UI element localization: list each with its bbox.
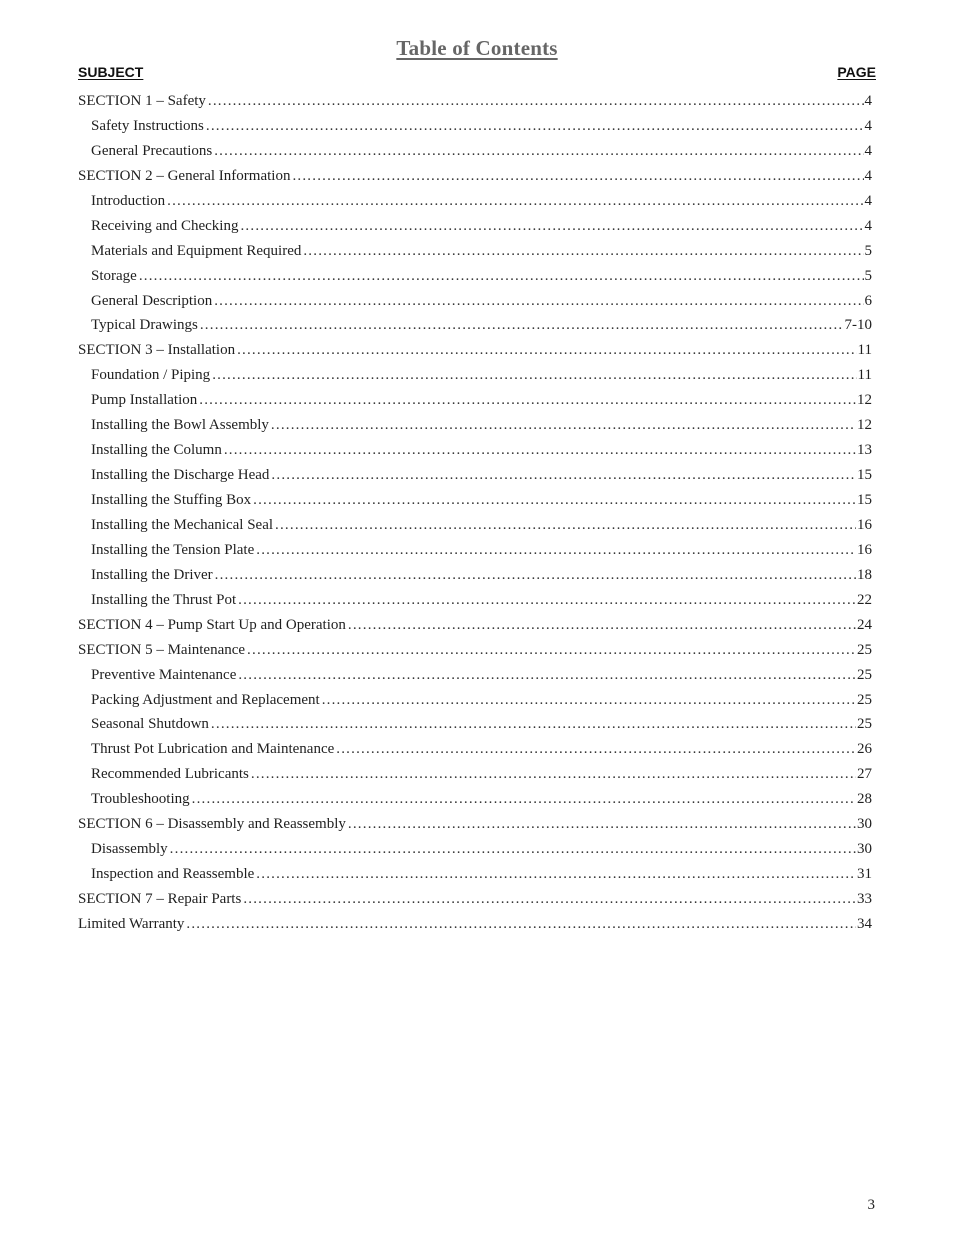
toc-entry-label: Installing the Thrust Pot [91, 591, 237, 608]
toc-entry-page: 12 [857, 392, 872, 409]
toc-entry[interactable] [78, 239, 872, 264]
toc-entry-label: Materials and Equipment Required [91, 242, 302, 259]
toc-entry-page: 4 [864, 142, 872, 159]
toc-entry-page: 30 [857, 816, 872, 833]
toc-entry-label: Installing the Mechanical Seal [91, 516, 274, 533]
toc-entry-label: General Description [91, 292, 213, 309]
toc-entry-label: SECTION 2 – General Information [78, 167, 291, 184]
page-number: 3 [867, 1197, 875, 1213]
toc-entry[interactable] [78, 139, 872, 164]
dot-leader [348, 812, 856, 837]
toc-entry-label: Pump Installation [91, 392, 198, 409]
dot-leader [214, 289, 863, 314]
dot-leader [211, 712, 856, 737]
toc-entry[interactable] [78, 164, 872, 189]
toc-entry[interactable] [78, 538, 872, 563]
toc-entry[interactable] [78, 688, 872, 713]
toc-entry[interactable] [78, 812, 872, 837]
toc-entry-page: 28 [857, 791, 872, 808]
toc-entry-page: 5 [864, 242, 872, 259]
toc-entry[interactable] [78, 189, 872, 214]
dot-leader [271, 413, 856, 438]
toc-entry[interactable] [78, 114, 872, 139]
dot-leader [275, 513, 856, 538]
dot-leader [214, 139, 863, 164]
toc-entry[interactable] [78, 588, 872, 613]
page-column-header: PAGE [837, 64, 876, 80]
toc-entry-page: 7-10 [844, 317, 872, 334]
toc-entry-label: SECTION 4 – Pump Start Up and Operation [78, 616, 346, 633]
toc-entry[interactable] [78, 862, 872, 887]
toc-entry[interactable] [78, 712, 872, 737]
dot-leader [200, 313, 844, 338]
toc-entry[interactable] [78, 613, 872, 638]
toc-entry-page: 4 [864, 192, 872, 209]
dot-leader [251, 762, 856, 787]
toc-entry[interactable] [78, 638, 872, 663]
toc-entry[interactable] [78, 388, 872, 413]
toc-entry-label: SECTION 7 – Repair Parts [78, 891, 242, 907]
toc-entry[interactable] [78, 737, 872, 762]
toc-entry-page: 24 [857, 616, 872, 633]
toc-entry-label: Introduction [91, 192, 166, 209]
dot-leader [256, 538, 856, 563]
toc-entry[interactable] [78, 488, 872, 513]
toc-entry-label: Typical Drawings [91, 317, 198, 334]
toc-entry-page: 5 [864, 267, 872, 284]
toc-entry[interactable] [78, 438, 872, 463]
toc-entry-label: Safety Instructions [91, 117, 204, 134]
dot-leader [199, 388, 856, 413]
toc-entry-page: 12 [857, 417, 872, 434]
toc-entry[interactable] [78, 762, 872, 787]
table-of-contents [78, 89, 872, 937]
subject-column-header: SUBJECT [78, 64, 144, 80]
dot-leader [212, 363, 856, 388]
toc-entry-page: 11 [857, 342, 872, 359]
toc-entry-label: Storage [91, 267, 137, 284]
dot-leader [336, 737, 856, 762]
toc-entry-page: 4 [864, 217, 872, 234]
toc-entry-label: Disassembly [91, 841, 168, 858]
toc-entry-label: SECTION 3 – Installation [78, 342, 236, 359]
toc-entry-label: Recommended Lubricants [91, 766, 249, 783]
toc-entry-page: 33 [857, 891, 872, 907]
toc-entry-label: Installing the Column [91, 442, 222, 459]
toc-entry-page: 4 [864, 167, 872, 184]
toc-entry[interactable] [78, 413, 872, 438]
dot-leader [253, 488, 856, 513]
dot-leader [292, 164, 863, 189]
toc-entry-label: Installing the Discharge Head [91, 467, 270, 484]
toc-entry[interactable] [78, 338, 872, 363]
dot-leader [186, 912, 856, 937]
toc-entry-label: Installing the Stuffing Box [91, 492, 252, 508]
toc-entry[interactable] [78, 787, 872, 812]
dot-leader [247, 638, 856, 663]
toc-entry-page: 15 [857, 492, 872, 508]
toc-entry-label: Preventive Maintenance [91, 666, 237, 683]
toc-entry[interactable] [78, 513, 872, 538]
toc-entry-page: 30 [857, 841, 872, 858]
toc-entry[interactable] [78, 363, 872, 388]
dot-leader [322, 688, 856, 713]
toc-entry-page: 26 [857, 741, 872, 758]
dot-leader [238, 588, 856, 613]
page-title: Table of Contents [396, 36, 558, 60]
toc-entry-label: SECTION 6 – Disassembly and Reassembly [78, 816, 346, 833]
toc-entry-page: 4 [864, 117, 872, 134]
toc-entry-page: 4 [864, 93, 872, 109]
toc-entry-label: Troubleshooting [91, 791, 190, 808]
toc-entry-label: Installing the Tension Plate [91, 541, 255, 558]
dot-leader [208, 89, 864, 114]
toc-entry-page: 22 [857, 591, 872, 608]
toc-entry-label: SECTION 1 – Safety [78, 93, 206, 109]
toc-entry-page: 27 [857, 766, 872, 783]
toc-entry-page: 13 [857, 442, 872, 459]
dot-leader [271, 463, 856, 488]
dot-leader [243, 887, 856, 912]
toc-entry[interactable] [78, 289, 872, 314]
toc-entry[interactable] [78, 663, 872, 688]
dot-leader [237, 338, 856, 363]
toc-entry-page: 25 [857, 666, 872, 683]
dot-leader [348, 613, 856, 638]
toc-entry-label: SECTION 5 – Maintenance [78, 641, 246, 658]
dot-leader [139, 264, 864, 289]
toc-entry-page: 25 [857, 641, 872, 658]
toc-entry[interactable] [78, 313, 872, 338]
toc-entry-label: General Precautions [91, 142, 213, 159]
toc-entry-page: 15 [857, 467, 872, 484]
toc-entry-page: 31 [857, 866, 872, 883]
toc-entry-label: Limited Warranty [78, 915, 185, 932]
toc-entry-page: 34 [857, 915, 872, 932]
dot-leader [240, 214, 863, 239]
toc-entry-label: Foundation / Piping [91, 367, 211, 384]
dot-leader [170, 837, 856, 862]
dot-leader [256, 862, 856, 887]
toc-entry-label: Seasonal Shutdown [91, 716, 209, 733]
dot-leader [215, 563, 856, 588]
toc-entry-label: Packing Adjustment and Replacement [91, 691, 320, 708]
toc-entry-label: Inspection and Reassemble [91, 866, 255, 883]
toc-entry-label: Installing the Driver [91, 566, 213, 583]
toc-entry[interactable] [78, 463, 872, 488]
toc-entry-page: 25 [857, 691, 872, 708]
toc-entry-page: 25 [857, 716, 872, 733]
toc-entry[interactable] [78, 563, 872, 588]
toc-entry[interactable] [78, 214, 872, 239]
toc-entry-page: 16 [857, 541, 872, 558]
toc-entry-label: Receiving and Checking [91, 217, 239, 234]
toc-entry-page: 11 [857, 367, 872, 384]
toc-entry[interactable] [78, 887, 872, 912]
toc-entry[interactable] [78, 837, 872, 862]
dot-leader [167, 189, 863, 214]
dot-leader [238, 663, 856, 688]
toc-entry-label: Installing the Bowl Assembly [91, 417, 269, 434]
dot-leader [224, 438, 856, 463]
toc-entry-label: Thrust Pot Lubrication and Maintenance [91, 741, 335, 758]
toc-entry[interactable] [78, 264, 872, 289]
dot-leader [192, 787, 856, 812]
toc-entry[interactable] [78, 912, 872, 937]
toc-entry-page: 6 [864, 292, 872, 309]
toc-entry[interactable] [78, 89, 872, 114]
dot-leader [206, 114, 864, 139]
toc-entry-page: 16 [857, 516, 872, 533]
dot-leader [303, 239, 863, 264]
toc-entry-page: 18 [857, 566, 872, 583]
